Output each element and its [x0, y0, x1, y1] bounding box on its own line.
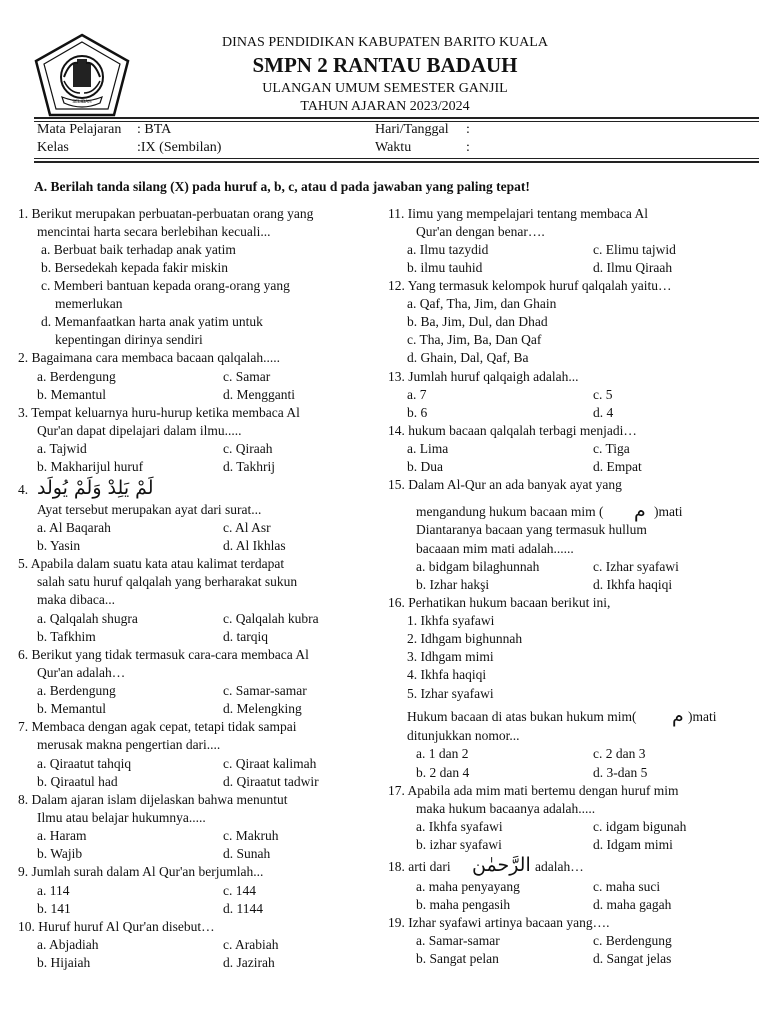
question-line: kepentingan dirinya sendiri [55, 332, 203, 347]
question-line: a. 7 [407, 387, 427, 402]
question-line: 6. Berikut yang tidak termasuk cara-cara membaca Al [18, 647, 309, 662]
arabic-text: لَمْ يَلِدْ وَلَمْ يُولَد [37, 477, 154, 499]
question-line: d. Mengganti [223, 387, 295, 402]
question-line: d. Idgam mimi [593, 837, 673, 852]
question-line: b. 6 [407, 405, 428, 420]
question-line: a. bidgam bilaghunnah [416, 559, 540, 574]
question-line: 10. Huruf huruf Al Qur'an disebut… [18, 919, 215, 934]
question-line: d. Takhrij [223, 459, 276, 474]
question-line: b. Ba, Jim, Dul, dan Dhad [407, 314, 548, 329]
question-line: d. Jazirah [223, 955, 275, 970]
question-line: c. maha suci [593, 879, 661, 894]
academic-year: TAHUN AJARAN 2023/2024 [300, 99, 470, 114]
question-line: d. Ikhfa haqiqi [593, 577, 673, 592]
arabic-text: م [634, 500, 646, 522]
question-line: c. Tha, Jim, Ba, Dan Qaf [407, 332, 542, 347]
question-line: d. 3-dan 5 [593, 765, 648, 780]
question-line: 19. Izhar syafawi artinya bacaan yang…. [388, 915, 610, 930]
question-line: c. Samar [223, 369, 271, 384]
question-line: merusak makna pengertian dari.... [37, 737, 221, 752]
time-label: Waktu [375, 140, 412, 155]
question-line: b. Hijaiah [37, 955, 91, 970]
question-line: bacaaan mim mati adalah...... [416, 541, 574, 556]
question-line: Hukum bacaan di atas bukan hukum mim( [407, 709, 637, 724]
question-line: 1. Berikut merupakan perbuatan-perbuatan orang yang [18, 206, 314, 221]
question-line: c. Qiraah [223, 441, 273, 456]
header-divider-bottom [34, 158, 759, 159]
question-line: memerlukan [55, 296, 123, 311]
question-line: 7. Membaca dengan agak cepat, tetapi tidak sampai [18, 719, 297, 734]
exam-title: ULANGAN UMUM SEMESTER GANJIL [262, 81, 508, 96]
question-line: b. Memantul [37, 701, 106, 716]
day-date-label: Hari/Tanggal [375, 122, 449, 137]
day-date-value: : [466, 122, 470, 137]
question-line: d. Memanfaatkan harta anak yatim untuk [41, 314, 263, 329]
question-line: b. Izhar hakşi [416, 577, 490, 592]
question-line: c. Izhar syafawi [593, 559, 679, 574]
question-line: 13. Jumlah huruf qalqaigh adalah... [388, 369, 579, 384]
question-line: a. Tajwid [37, 441, 87, 456]
question-line: 9. Jumlah surah dalam Al Qur'an berjumlah... [18, 864, 264, 879]
question-line: c. 2 dan 3 [593, 746, 646, 761]
subject-value: : BTA [137, 122, 172, 137]
question-line: a. Berbuat baik terhadap anak yatim [41, 242, 236, 257]
question-line: 8. Dalam ajaran islam dijelaskan bahwa menuntut [18, 792, 288, 807]
class-label: Kelas [37, 140, 69, 155]
question-line: a. Ikhfa syafawi [416, 819, 503, 834]
question-line: b. Yasin [37, 538, 81, 553]
question-line: Qur'an dapat dipelajari dalam ilmu..... [37, 423, 242, 438]
question-line: a. Samar-samar [416, 933, 500, 948]
question-line: b. Makharijul huruf [37, 459, 144, 474]
question-line: maka dibaca... [37, 592, 115, 607]
question-line: b. Dua [407, 459, 443, 474]
question-line: c. Qiraat kalimah [223, 756, 317, 771]
question-line: c. Makruh [223, 828, 279, 843]
question-line: 11. Iimu yang mempelajari tentang membaca Al [388, 206, 649, 221]
question-line: b. Sangat pelan [416, 951, 499, 966]
question-line: 18. arti dari [388, 859, 451, 874]
question-line: b. 141 [37, 901, 71, 916]
question-line: d. Al Ikhlas [223, 538, 286, 553]
question-line: d. 4 [593, 405, 614, 420]
question-line: d. Ilmu Qiraah [593, 260, 673, 275]
question-line: maka hukum bacaanya adalah..... [416, 801, 596, 816]
question-line: d. Qiraatut tadwir [223, 774, 319, 789]
question-line: salah satu huruf qalqalah yang berharakat sukun [37, 574, 298, 589]
question-line: a. Qalqalah shugra [37, 611, 138, 626]
header-divider-top [34, 117, 759, 119]
question-line: a. Al Baqarah [37, 520, 111, 535]
question-line: adalah… [535, 859, 584, 874]
question-line: b. Tafkhim [37, 629, 96, 644]
question-line: 14. hukum bacaan qalqalah terbagi menjadi… [388, 423, 637, 438]
question-line: b. 2 dan 4 [416, 765, 470, 780]
question-line: c. Arabiah [223, 937, 279, 952]
question-line: Diantaranya bacaan yang termasuk hullum [416, 522, 647, 537]
school-logo [34, 33, 130, 117]
question-line: b. Qiraatul had [37, 774, 118, 789]
question-line: d. 1144 [223, 901, 263, 916]
question-line: a. Abjadiah [37, 937, 99, 952]
department-name: DINAS PENDIDIKAN KABUPATEN BARITO KUALA [222, 35, 548, 50]
question-line: c. Berdengung [593, 933, 672, 948]
question-line: c. Memberi bantuan kepada orang-orang yang [41, 278, 290, 293]
question-line: 16. Perhatikan hukum bacaan berikut ini, [388, 595, 611, 610]
school-name: SMPN 2 RANTAU BADAUH [252, 53, 518, 77]
question-line: c. Qalqalah kubra [223, 611, 319, 626]
arabic-text: الرَّحمٰن [472, 854, 531, 876]
question-line: 1. Ikhfa syafawi [407, 613, 495, 628]
question-line: d. Sunah [223, 846, 271, 861]
question-line: a. maha penyayang [416, 879, 520, 894]
question-line: a. Qaf, Tha, Jim, dan Ghain [407, 296, 557, 311]
question-line: mengandung hukum bacaan mim ( [416, 504, 604, 519]
question-line: d. Empat [593, 459, 642, 474]
subject-label: Mata Pelajaran [37, 122, 122, 137]
question-line: 12. Yang termasuk kelompok huruf qalqalah yaitu… [388, 278, 672, 293]
question-line: b. Bersedekah kepada fakir miskin [41, 260, 229, 275]
question-line: d. Sangat jelas [593, 951, 672, 966]
question-line: )mati [654, 504, 683, 519]
question-line: c. Al Asr [223, 520, 271, 535]
question-line: Ayat tersebut merupakan ayat dari surat... [37, 502, 262, 517]
question-line: 3. Tempat keluarnya huru-hurup ketika membaca Al [18, 405, 300, 420]
question-line: 15. Dalam Al-Qur an ada banyak ayat yang [388, 477, 622, 492]
question-line: a. 1 dan 2 [416, 746, 469, 761]
question-line: a. Qiraatut tahqiq [37, 756, 132, 771]
question-line: 4. Ikhfa haqiqi [407, 667, 487, 682]
question-line: 5. Izhar syafawi [407, 686, 494, 701]
instruction: A. Berilah tanda silang (X) pada huruf a, b, c, atau d pada jawaban yang paling tepat! [34, 179, 530, 194]
question-line: d. Ghain, Dal, Qaf, Ba [407, 350, 529, 365]
question-line: b. maha pengasih [416, 897, 511, 912]
question-line: Ilmu atau belajar hukumnya..... [37, 810, 206, 825]
question-line: 2. Bagaimana cara membaca bacaan qalqalah..... [18, 350, 280, 365]
question-line: c. Samar-samar [223, 683, 307, 698]
question-line: a. Ilmu tazydid [407, 242, 489, 257]
time-value: : [466, 140, 470, 155]
question-line: Qur'an dengan benar…. [416, 224, 545, 239]
arabic-text: م [672, 705, 684, 727]
question-line: c. 144 [223, 883, 256, 898]
question-line: b. izhar syafawi [416, 837, 502, 852]
question-line: d. maha gagah [593, 897, 672, 912]
question-line: c. idgam bigunah [593, 819, 687, 834]
question-line: b. Memantul [37, 387, 106, 402]
class-value: :IX (Sembilan) [137, 140, 222, 155]
question-line: c. 5 [593, 387, 613, 402]
question-line: a. Berdengung [37, 369, 116, 384]
question-line: c. Elimu tajwid [593, 242, 676, 257]
question-line: 4. [18, 482, 29, 497]
question-line: b. ilmu tauhid [407, 260, 483, 275]
question-line: a. 114 [37, 883, 70, 898]
question-line: Qur'an adalah… [37, 665, 126, 680]
logo-text: SELIDAH [72, 100, 92, 105]
question-line: a. Lima [407, 441, 449, 456]
header-divider-bottom-thick [34, 161, 759, 163]
question-line: ditunjukkan nomor... [407, 728, 520, 743]
question-line: )mati [688, 709, 717, 724]
question-line: 5. Apabila dalam suatu kata atau kalimat terdapat [18, 556, 285, 571]
question-line: d. tarqiq [223, 629, 268, 644]
question-line: b. Wajib [37, 846, 83, 861]
question-line: 2. Idhgam bighunnah [407, 631, 523, 646]
question-line: d. Melengking [223, 701, 302, 716]
question-line: c. Tiga [593, 441, 630, 456]
question-line: mencintai harta secara berlebihan kecuali... [37, 224, 271, 239]
question-line: a. Berdengung [37, 683, 116, 698]
question-line: 17. Apabila ada mim mati bertemu dengan huruf mim [388, 783, 679, 798]
question-line: 3. Idhgam mimi [407, 649, 494, 664]
question-line: a. Haram [37, 828, 87, 843]
